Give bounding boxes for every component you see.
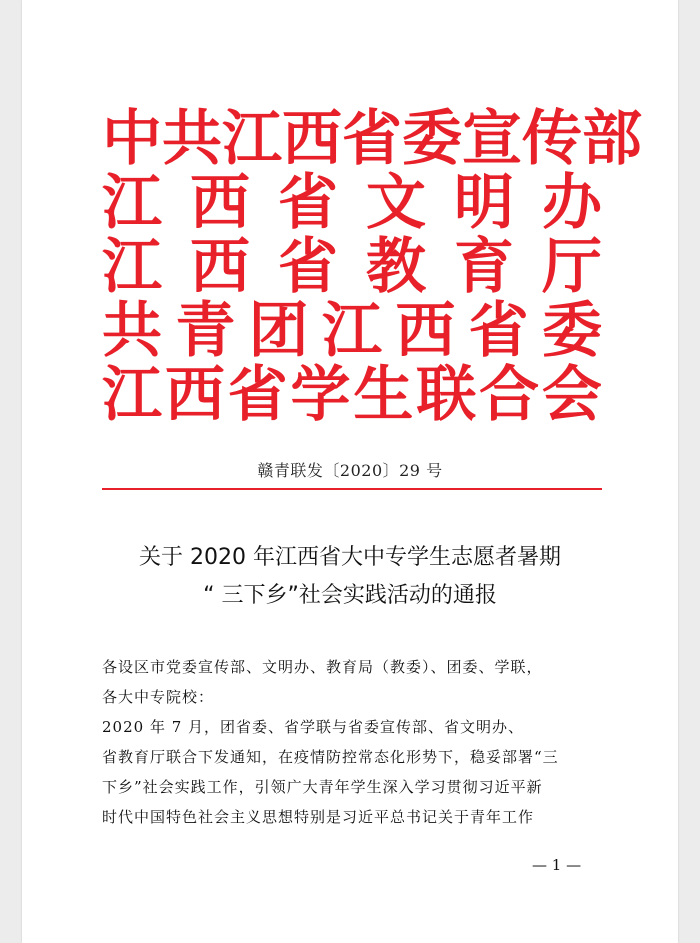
document-title-line-2: “ 三下乡”社会实践活动的通报: [203, 583, 497, 608]
page-number: — 1 —: [532, 856, 582, 874]
issuer-char: 江: [102, 232, 162, 302]
issuer-char: 宣: [462, 104, 522, 174]
issuer-char: 省: [468, 296, 529, 366]
issuer-char: 青: [175, 296, 236, 366]
issuer-char: 省: [227, 360, 288, 430]
body-line-3: 2020 年 7 月，团省委、省学联与省委宣传部、省文明办、: [102, 718, 525, 736]
issuer-char: 厅: [542, 232, 602, 302]
issuer-char: 江: [102, 360, 162, 430]
issuer-char: 省: [278, 232, 338, 302]
issuer-line-2: [102, 168, 602, 238]
issuer-char: 教: [366, 232, 426, 302]
issuer-char: 明: [454, 168, 514, 238]
issuer-char: 联: [416, 360, 477, 430]
issuer-char: 生: [353, 360, 414, 430]
issuer-char: 江: [102, 168, 162, 238]
issuer-char: 西: [395, 296, 456, 366]
issuer-char: 文: [366, 168, 426, 238]
issuer-line-4: [102, 296, 602, 366]
red-divider: [102, 488, 602, 490]
issuer-char: 共: [102, 296, 162, 366]
document-page: [22, 0, 678, 943]
issuer-char: 西: [190, 168, 250, 238]
body-line-1: 各设区市党委宣传部、文明办、教育局（教委）、团委、学联，: [102, 658, 543, 676]
issuer-char: 学: [290, 360, 351, 430]
issuer-char: 江: [321, 296, 382, 366]
body-line-6: 时代中国特色社会主义思想特别是习近平总书记关于青年工作: [102, 808, 535, 826]
issuer-char: 省: [342, 104, 402, 174]
issuer-line-1: [102, 104, 642, 174]
issuer-char: 团: [248, 296, 309, 366]
issuer-char: 会: [541, 360, 602, 430]
issuer-char: 西: [190, 232, 250, 302]
issuer-char: 中: [102, 104, 162, 174]
issuer-char: 合: [479, 360, 540, 430]
issuer-char: 办: [542, 168, 602, 238]
issuer-char: 江: [222, 104, 282, 174]
issuer-char: 西: [282, 104, 342, 174]
issuer-char: 传: [522, 104, 582, 174]
issuer-line-5: [102, 360, 602, 430]
issuer-char: 西: [164, 360, 225, 430]
issuer-line-3: [102, 232, 602, 302]
issuer-char: 部: [582, 104, 642, 174]
body-line-5: 下乡”社会实践工作，引领广大青年学生深入学习贯彻习近平新: [102, 778, 543, 796]
body-line-4: 省教育厅联合下发通知，在疫情防控常态化形势下，稳妥部署“三: [102, 748, 559, 766]
issuer-char: 共: [162, 104, 222, 174]
issuer-char: 育: [454, 232, 514, 302]
document-number: 赣青联发〔2020〕29 号: [257, 461, 443, 480]
issuer-char: 委: [402, 104, 462, 174]
issuer-char: 委: [541, 296, 602, 366]
issuer-char: 省: [278, 168, 338, 238]
document-title-line-1: 关于 2020 年江西省大中专学生志愿者暑期: [139, 545, 561, 570]
body-line-2: 各大中专院校：: [102, 688, 215, 706]
